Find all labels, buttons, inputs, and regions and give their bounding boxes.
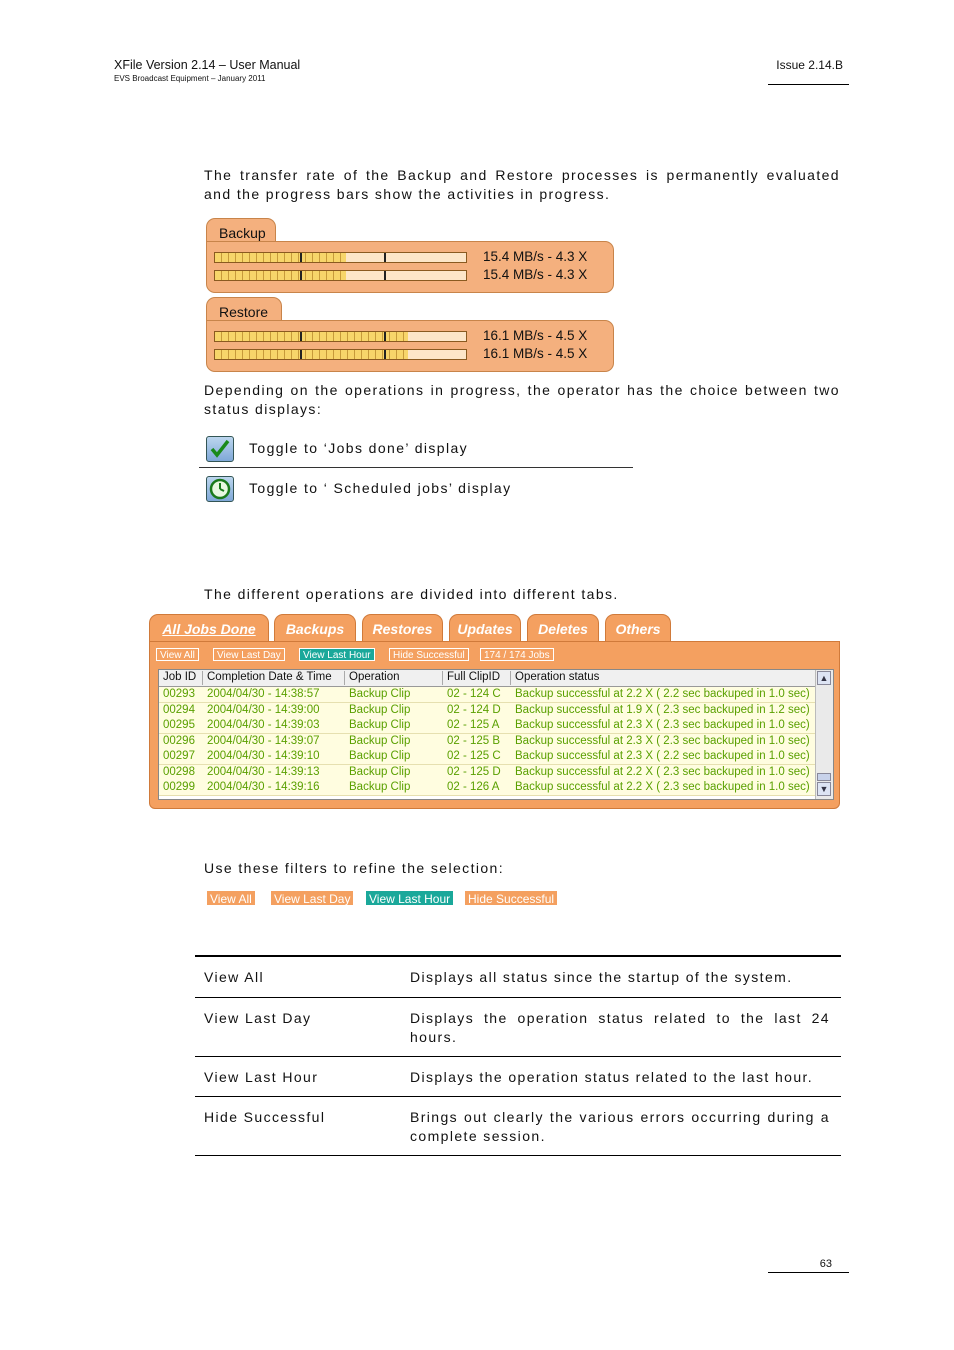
table-row [195,998,841,1057]
column-header[interactable]: Job ID [159,671,203,685]
table-cell: 00296 [163,734,195,747]
filter-view-last-hour-button[interactable]: View Last Hour [299,648,375,661]
table-cell: 00299 [163,781,195,793]
column-header[interactable]: Full ClipID [443,671,511,685]
table-cell: Backup successful at 2.3 X ( 2.3 sec backuped in 1.0 sec) [515,734,810,747]
table-cell: 02 - 125 D [447,765,501,778]
table-cell: 00293 [163,688,195,700]
definition-text: Displays the operation status related to the last 24 hours. [410,1010,830,1045]
backup-rate: 15.4 MB/s - 4.3 X [483,249,588,264]
filter-view-all-button[interactable]: View All [156,648,199,661]
restore-panel-body [206,320,614,372]
table-cell: 2004/04/30 - 14:39:03 [207,719,320,731]
table-cell: 02 - 126 A [447,781,500,793]
definition-text: Brings out clearly the various errors occurring during a complete session. [410,1109,830,1144]
tab-backups[interactable]: Backups [274,614,356,642]
restore-progress-bar [214,331,467,342]
restore-tab-label: Restore [206,297,282,323]
job-count-badge: 174 / 174 Jobs [480,648,554,661]
table-row[interactable] [159,780,817,796]
table-row[interactable] [159,749,817,765]
backup-tab-label: Backup [206,218,276,244]
filter-view-all-button[interactable]: View All [206,890,256,906]
restore-rate: 16.1 MB/s - 4.5 X [483,328,588,343]
table-cell: Backup Clip [349,719,411,731]
filter-view-last-day-button[interactable]: View Last Day [213,648,285,661]
table-cell: Backup Clip [349,781,411,793]
scroll-down-icon[interactable]: ▼ [817,782,831,796]
backup-panel-body [206,241,614,293]
table-cell: 2004/04/30 - 14:39:16 [207,781,320,793]
table-cell: Backup Clip [349,734,411,747]
divider [199,467,633,468]
jobs-window [149,641,840,809]
filter-view-last-hour-button[interactable]: View Last Hour [365,890,454,906]
tab-others[interactable]: Others [605,614,671,642]
scroll-up-icon[interactable]: ▲ [817,671,831,685]
table-cell: 02 - 124 C [447,688,501,700]
table-cell: 02 - 124 D [447,703,501,716]
footer-rule [768,1272,849,1273]
tab-restores[interactable]: Restores [362,614,443,642]
table-cell: 00294 [163,703,195,716]
table-cell: 2004/04/30 - 14:38:57 [207,688,320,700]
filter-view-last-day-button[interactable]: View Last Day [270,890,354,906]
restore-progress-bar [214,349,467,360]
table-cell: 00295 [163,719,195,731]
doc-subtitle: EVS Broadcast Equipment – January 2011 [114,74,266,83]
table-row [195,1057,841,1097]
page-number: 63 [819,1258,832,1270]
table-cell: 2004/04/30 - 14:39:13 [207,765,320,778]
filter-hide-successful-button[interactable]: Hide Successful [464,890,558,906]
filter-hide-successful-button[interactable]: Hide Successful [389,648,469,661]
table-row[interactable] [159,734,817,750]
table-cell: Backup Clip [349,703,411,716]
table-row [195,957,841,998]
tabs-paragraph: The different operations are divided into different tabs. [204,586,619,602]
backup-rate: 15.4 MB/s - 4.3 X [483,267,588,282]
table-cell: 2004/04/30 - 14:39:07 [207,734,320,747]
tab-deletes[interactable]: Deletes [527,614,599,642]
table-row[interactable] [159,703,817,719]
table-cell: Backup Clip [349,750,411,762]
toggle-jobs-done-label: Toggle to ‘Jobs done’ display [249,440,469,456]
table-cell: Backup successful at 2.2 X ( 2.3 sec backuped in 1.0 sec) [515,765,810,778]
table-cell: 02 - 125 A [447,719,500,731]
doc-issue: Issue 2.14.B [776,58,843,72]
column-header[interactable]: Operation status [515,671,600,683]
definition-term: View Last Hour [204,1069,319,1085]
definition-term: View Last Day [204,1010,312,1026]
doc-title: XFile Version 2.14 – User Manual [114,58,301,72]
table-row [195,1097,841,1156]
table-cell: Backup Clip [349,765,411,778]
filters-paragraph: Use these filters to refine the selection: [204,860,505,876]
definition-term: Hide Successful [204,1109,326,1125]
choice-paragraph: Depending on the operations in progress, the operator has the choice between two status displays: [204,382,840,417]
table-cell: Backup successful at 2.3 X ( 2.2 sec backuped in 1.0 sec) [515,750,810,762]
table-cell: 2004/04/30 - 14:39:00 [207,703,320,716]
restore-rate: 16.1 MB/s - 4.5 X [483,346,588,361]
column-header[interactable]: Completion Date & Time [203,671,345,685]
definition-term: View All [204,969,264,985]
table-cell: Backup successful at 2.3 X ( 2.3 sec backuped in 1.0 sec) [515,719,810,731]
table-cell: 02 - 125 B [447,734,501,747]
table-cell: 00298 [163,765,195,778]
header-rule [768,84,849,85]
tab-updates[interactable]: Updates [449,614,521,642]
table-cell: Backup Clip [349,688,411,700]
checkmark-icon[interactable] [206,436,234,462]
restore-panel [206,297,614,372]
toggle-scheduled-label: Toggle to ‘ Scheduled jobs’ display [249,480,512,496]
table-cell: 00297 [163,750,195,762]
backup-panel [206,218,614,293]
clock-icon[interactable] [206,476,234,502]
tab-all-jobs-done[interactable]: All Jobs Done [149,614,269,642]
scrollbar[interactable] [815,670,833,799]
table-row[interactable] [159,765,817,781]
table-cell: Backup successful at 2.2 X ( 2.2 sec backuped in 1.0 sec) [515,688,810,700]
scroll-thumb[interactable] [817,773,831,781]
table-row[interactable] [159,687,817,703]
jobs-table [158,669,834,800]
table-cell: Backup successful at 1.9 X ( 2.3 sec backuped in 1.2 sec) [515,703,810,716]
intro-paragraph: The transfer rate of the Backup and Restore processes is permanently evaluated and the progress bars show the activities in progress. [204,167,840,202]
backup-progress-bar [214,270,467,281]
column-header[interactable]: Operation [345,671,443,685]
definition-text: Displays all status since the startup of the system. [410,969,793,985]
table-header [159,670,817,687]
definition-text: Displays the operation status related to the last hour. [410,1069,814,1085]
backup-progress-bar [214,252,467,263]
filter-definitions-table [195,955,841,1156]
table-cell: 02 - 125 C [447,750,501,762]
table-cell: Backup successful at 2.2 X ( 2.3 sec backuped in 1.0 sec) [515,781,810,793]
table-cell: 2004/04/30 - 14:39:10 [207,750,320,762]
table-row[interactable] [159,718,817,734]
